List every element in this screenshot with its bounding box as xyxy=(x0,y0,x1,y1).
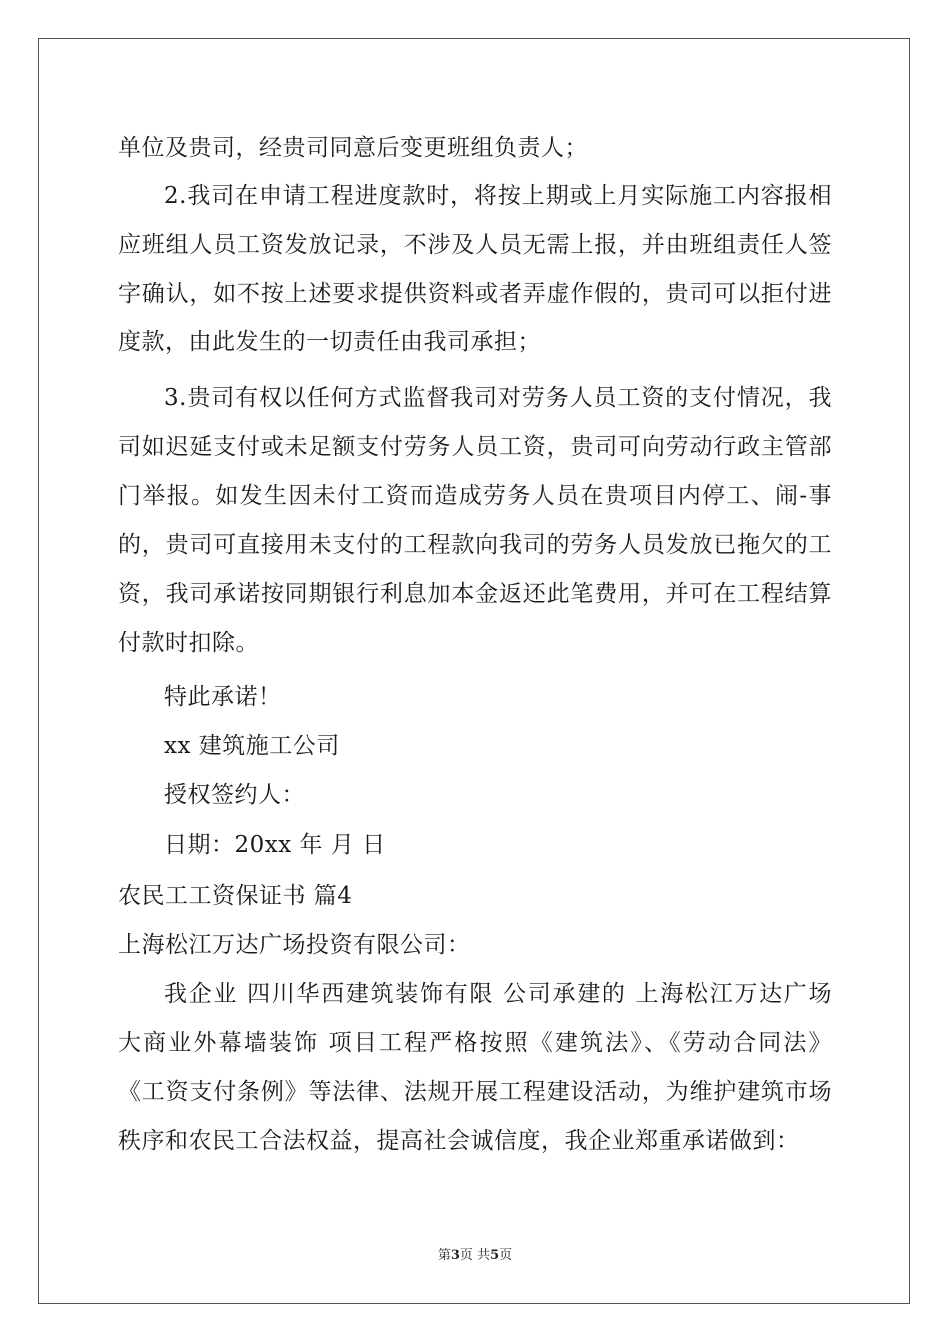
page-suffix: 页 xyxy=(499,1248,513,1263)
text-line: 应班组人员工资发放记录，不涉及人员无需上报，并由班组责任人签 xyxy=(118,232,832,258)
addressee-line: 上海松江万达广场投资有限公司： xyxy=(118,932,471,958)
current-page-number: 3 xyxy=(450,1248,460,1263)
text-line: 秩序和农民工合法权益，提高社会诚信度，我企业郑重承诺做到： xyxy=(118,1128,800,1154)
text-line: 度款，由此发生的一切责任由我司承担； xyxy=(118,329,541,355)
text-line: 门举报。如发生因未付工资而造成劳务人员在贵项目内停工、闹-事 xyxy=(118,483,832,509)
total-page-number: 5 xyxy=(490,1248,500,1263)
section-heading: 农民工工资保证书 篇4 xyxy=(118,883,353,909)
text-line: 的，贵司可直接用未支付的工程款向我司的劳务人员发放已拖欠的工 xyxy=(118,532,832,558)
closing-line: 特此承诺！ xyxy=(164,684,282,710)
text-line: 3.贵司有权以任何方式监督我司对劳务人员工资的支付情况，我 xyxy=(164,385,832,411)
date-line: 日期：20xx 年 月 日 xyxy=(164,832,386,858)
text-line: 资，我司承诺按同期银行利息加本金返还此笔费用，并可在工程结算 xyxy=(118,581,832,607)
page-footer xyxy=(0,1248,950,1264)
signatory-label: 授权签约人： xyxy=(164,782,305,808)
text-line: 大商业外幕墙装饰 项目工程严格按照《建筑法》、《劳动合同法》 xyxy=(118,1030,832,1056)
text-line: 单位及贵司，经贵司同意后变更班组负责人； xyxy=(118,135,588,161)
text-line: 司如迟延支付或未足额支付劳务人员工资，贵司可向劳动行政主管部 xyxy=(118,434,832,460)
page-mid: 页 共 xyxy=(459,1248,491,1263)
text-line: 2.我司在申请工程进度款时，将按上期或上月实际施工内容报相 xyxy=(164,183,832,209)
text-line: 付款时扣除。 xyxy=(118,630,259,656)
text-line: 《工资支付条例》等法律、法规开展工程建设活动，为维护建筑市场 xyxy=(118,1079,832,1105)
text-line: 字确认，如不按上述要求提供资料或者弄虚作假的，贵司可以拒付进 xyxy=(118,281,832,307)
page-prefix: 第 xyxy=(437,1248,451,1263)
text-line: 我企业 四川华西建筑装饰有限 公司承建的 上海松江万达广场 xyxy=(164,981,832,1007)
company-name: xx 建筑施工公司 xyxy=(164,733,340,759)
